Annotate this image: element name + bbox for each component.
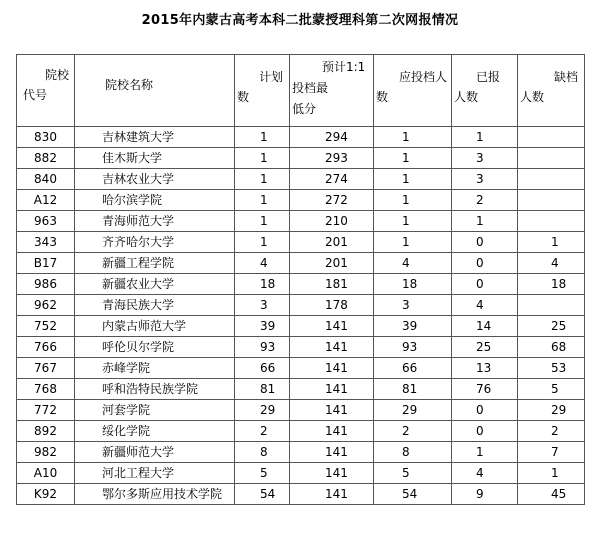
- table-row: [17, 232, 585, 253]
- cell-plan: 81: [235, 379, 290, 400]
- cell-code: A12: [17, 190, 75, 211]
- admissions-table: [16, 54, 585, 505]
- cell-min-score: 294: [290, 127, 374, 148]
- cell-shortage: 1: [518, 463, 585, 484]
- cell-shortage: 5: [518, 379, 585, 400]
- cell-school-name: 新疆师范大学: [75, 442, 235, 463]
- cell-registered: 14: [452, 316, 518, 337]
- header-plan: [235, 55, 290, 127]
- header-plan-line2: 数: [237, 90, 250, 104]
- cell-school-name: 内蒙古师范大学: [75, 316, 235, 337]
- cell-plan: 5: [235, 463, 290, 484]
- cell-plan: 54: [235, 484, 290, 505]
- table-row: [17, 358, 585, 379]
- cell-should-submit: 1: [374, 148, 452, 169]
- cell-school-name: 绥化学院: [75, 421, 235, 442]
- cell-school-name: 新疆农业大学: [75, 274, 235, 295]
- cell-plan: 66: [235, 358, 290, 379]
- cell-plan: 1: [235, 211, 290, 232]
- header-shortage-line2: 人数: [520, 90, 545, 104]
- cell-min-score: 293: [290, 148, 374, 169]
- table-row: [17, 253, 585, 274]
- header-name: [75, 55, 235, 127]
- cell-registered: 3: [452, 169, 518, 190]
- cell-school-name: 青海师范大学: [75, 211, 235, 232]
- header-min-score-line2: 投档最: [292, 81, 329, 95]
- cell-school-name: 哈尔滨学院: [75, 190, 235, 211]
- cell-min-score: 272: [290, 190, 374, 211]
- cell-shortage: [518, 148, 585, 169]
- cell-should-submit: 93: [374, 337, 452, 358]
- cell-school-name: 新疆工程学院: [75, 253, 235, 274]
- cell-school-name: 青海民族大学: [75, 295, 235, 316]
- cell-registered: 13: [452, 358, 518, 379]
- cell-min-score: 141: [290, 442, 374, 463]
- page-title: 2015年内蒙古高考本科二批蒙授理科第二次网报情况: [141, 13, 459, 28]
- cell-code: 752: [17, 316, 75, 337]
- cell-should-submit: 4: [374, 253, 452, 274]
- cell-should-submit: 1: [374, 190, 452, 211]
- header-shortage: [518, 55, 585, 127]
- cell-min-score: 210: [290, 211, 374, 232]
- header-should-submit-line2: 数: [376, 90, 389, 104]
- table-row: [17, 316, 585, 337]
- cell-min-score: 141: [290, 316, 374, 337]
- cell-should-submit: 66: [374, 358, 452, 379]
- cell-shortage: 29: [518, 400, 585, 421]
- cell-should-submit: 1: [374, 211, 452, 232]
- table-row: [17, 295, 585, 316]
- cell-code: K92: [17, 484, 75, 505]
- cell-plan: 39: [235, 316, 290, 337]
- cell-shortage: 18: [518, 274, 585, 295]
- cell-should-submit: 3: [374, 295, 452, 316]
- cell-plan: 1: [235, 148, 290, 169]
- header-code-line2: 代号: [23, 88, 48, 102]
- cell-shortage: [518, 127, 585, 148]
- cell-school-name: 吉林建筑大学: [75, 127, 235, 148]
- header-registered-line1: 已报: [476, 70, 501, 84]
- cell-should-submit: 1: [374, 169, 452, 190]
- cell-shortage: 1: [518, 232, 585, 253]
- cell-plan: 18: [235, 274, 290, 295]
- cell-min-score: 141: [290, 421, 374, 442]
- table-header-row: [17, 55, 585, 127]
- cell-registered: 0: [452, 274, 518, 295]
- table-row: [17, 211, 585, 232]
- cell-plan: 1: [235, 169, 290, 190]
- table-row: [17, 337, 585, 358]
- header-code: [17, 55, 75, 127]
- table-row: [17, 169, 585, 190]
- cell-should-submit: 8: [374, 442, 452, 463]
- table-row: [17, 400, 585, 421]
- cell-should-submit: 54: [374, 484, 452, 505]
- header-plan-line1: 计划: [258, 70, 283, 84]
- header-code-line1: 院校: [45, 68, 70, 82]
- table-row: [17, 421, 585, 442]
- cell-shortage: [518, 169, 585, 190]
- cell-registered: 0: [452, 253, 518, 274]
- cell-should-submit: 2: [374, 421, 452, 442]
- cell-shortage: 7: [518, 442, 585, 463]
- cell-code: 768: [17, 379, 75, 400]
- cell-code: 982: [17, 442, 75, 463]
- cell-should-submit: 1: [374, 127, 452, 148]
- table-row: [17, 190, 585, 211]
- cell-registered: 25: [452, 337, 518, 358]
- cell-registered: 3: [452, 148, 518, 169]
- header-should-submit-line1: 应投档人: [398, 70, 447, 84]
- cell-min-score: 178: [290, 295, 374, 316]
- header-shortage-line1: 缺档: [554, 70, 579, 84]
- cell-shortage: [518, 211, 585, 232]
- cell-shortage: 45: [518, 484, 585, 505]
- cell-school-name: 齐齐哈尔大学: [75, 232, 235, 253]
- cell-min-score: 141: [290, 400, 374, 421]
- cell-code: 766: [17, 337, 75, 358]
- cell-registered: 0: [452, 232, 518, 253]
- cell-school-name: 鄂尔多斯应用技术学院: [75, 484, 235, 505]
- table-row: [17, 127, 585, 148]
- cell-registered: 76: [452, 379, 518, 400]
- table-row: [17, 484, 585, 505]
- cell-plan: 1: [235, 127, 290, 148]
- cell-code: 882: [17, 148, 75, 169]
- cell-registered: 4: [452, 463, 518, 484]
- cell-shortage: 68: [518, 337, 585, 358]
- cell-code: 830: [17, 127, 75, 148]
- cell-min-score: 141: [290, 358, 374, 379]
- cell-code: 772: [17, 400, 75, 421]
- header-registered-line2: 人数: [454, 90, 479, 104]
- cell-min-score: 201: [290, 253, 374, 274]
- cell-school-name: 河套学院: [75, 400, 235, 421]
- cell-should-submit: 5: [374, 463, 452, 484]
- cell-plan: 1: [235, 232, 290, 253]
- cell-code: 963: [17, 211, 75, 232]
- cell-registered: 9: [452, 484, 518, 505]
- cell-min-score: 141: [290, 337, 374, 358]
- cell-code: 343: [17, 232, 75, 253]
- cell-should-submit: 81: [374, 379, 452, 400]
- cell-plan: 2: [235, 421, 290, 442]
- cell-shortage: [518, 190, 585, 211]
- cell-registered: 4: [452, 295, 518, 316]
- cell-registered: 1: [452, 127, 518, 148]
- header-min-score: [290, 55, 374, 127]
- cell-min-score: 181: [290, 274, 374, 295]
- table-row: [17, 442, 585, 463]
- cell-school-name: 赤峰学院: [75, 358, 235, 379]
- cell-should-submit: 1: [374, 232, 452, 253]
- cell-plan: 4: [235, 253, 290, 274]
- cell-plan: 93: [235, 337, 290, 358]
- header-min-score-line3: 低分: [292, 102, 317, 116]
- cell-registered: 1: [452, 211, 518, 232]
- cell-registered: 1: [452, 442, 518, 463]
- cell-registered: 0: [452, 400, 518, 421]
- cell-should-submit: 39: [374, 316, 452, 337]
- cell-school-name: 河北工程大学: [75, 463, 235, 484]
- cell-shortage: 25: [518, 316, 585, 337]
- table-row: [17, 463, 585, 484]
- cell-shortage: 2: [518, 421, 585, 442]
- cell-min-score: 141: [290, 379, 374, 400]
- cell-school-name: 呼伦贝尔学院: [75, 337, 235, 358]
- cell-code: 840: [17, 169, 75, 190]
- cell-shortage: 4: [518, 253, 585, 274]
- cell-code: B17: [17, 253, 75, 274]
- cell-should-submit: 18: [374, 274, 452, 295]
- cell-plan: 1: [235, 190, 290, 211]
- cell-min-score: 201: [290, 232, 374, 253]
- cell-plan: 3: [235, 295, 290, 316]
- header-should-submit: [374, 55, 452, 127]
- cell-shortage: 53: [518, 358, 585, 379]
- header-registered: [452, 55, 518, 127]
- cell-plan: 29: [235, 400, 290, 421]
- cell-registered: 2: [452, 190, 518, 211]
- table-row: [17, 148, 585, 169]
- cell-shortage: [518, 295, 585, 316]
- table-row: [17, 379, 585, 400]
- cell-min-score: 141: [290, 484, 374, 505]
- header-min-score-line1: 预计1:1: [322, 60, 366, 74]
- cell-registered: 0: [452, 421, 518, 442]
- cell-min-score: 141: [290, 463, 374, 484]
- cell-code: A10: [17, 463, 75, 484]
- cell-school-name: 佳木斯大学: [75, 148, 235, 169]
- cell-school-name: 呼和浩特民族学院: [75, 379, 235, 400]
- cell-min-score: 274: [290, 169, 374, 190]
- cell-code: 767: [17, 358, 75, 379]
- cell-should-submit: 29: [374, 400, 452, 421]
- cell-plan: 8: [235, 442, 290, 463]
- cell-code: 892: [17, 421, 75, 442]
- header-name-label: 院校名称: [105, 78, 154, 92]
- cell-code: 962: [17, 295, 75, 316]
- cell-school-name: 吉林农业大学: [75, 169, 235, 190]
- table-row: [17, 274, 585, 295]
- cell-code: 986: [17, 274, 75, 295]
